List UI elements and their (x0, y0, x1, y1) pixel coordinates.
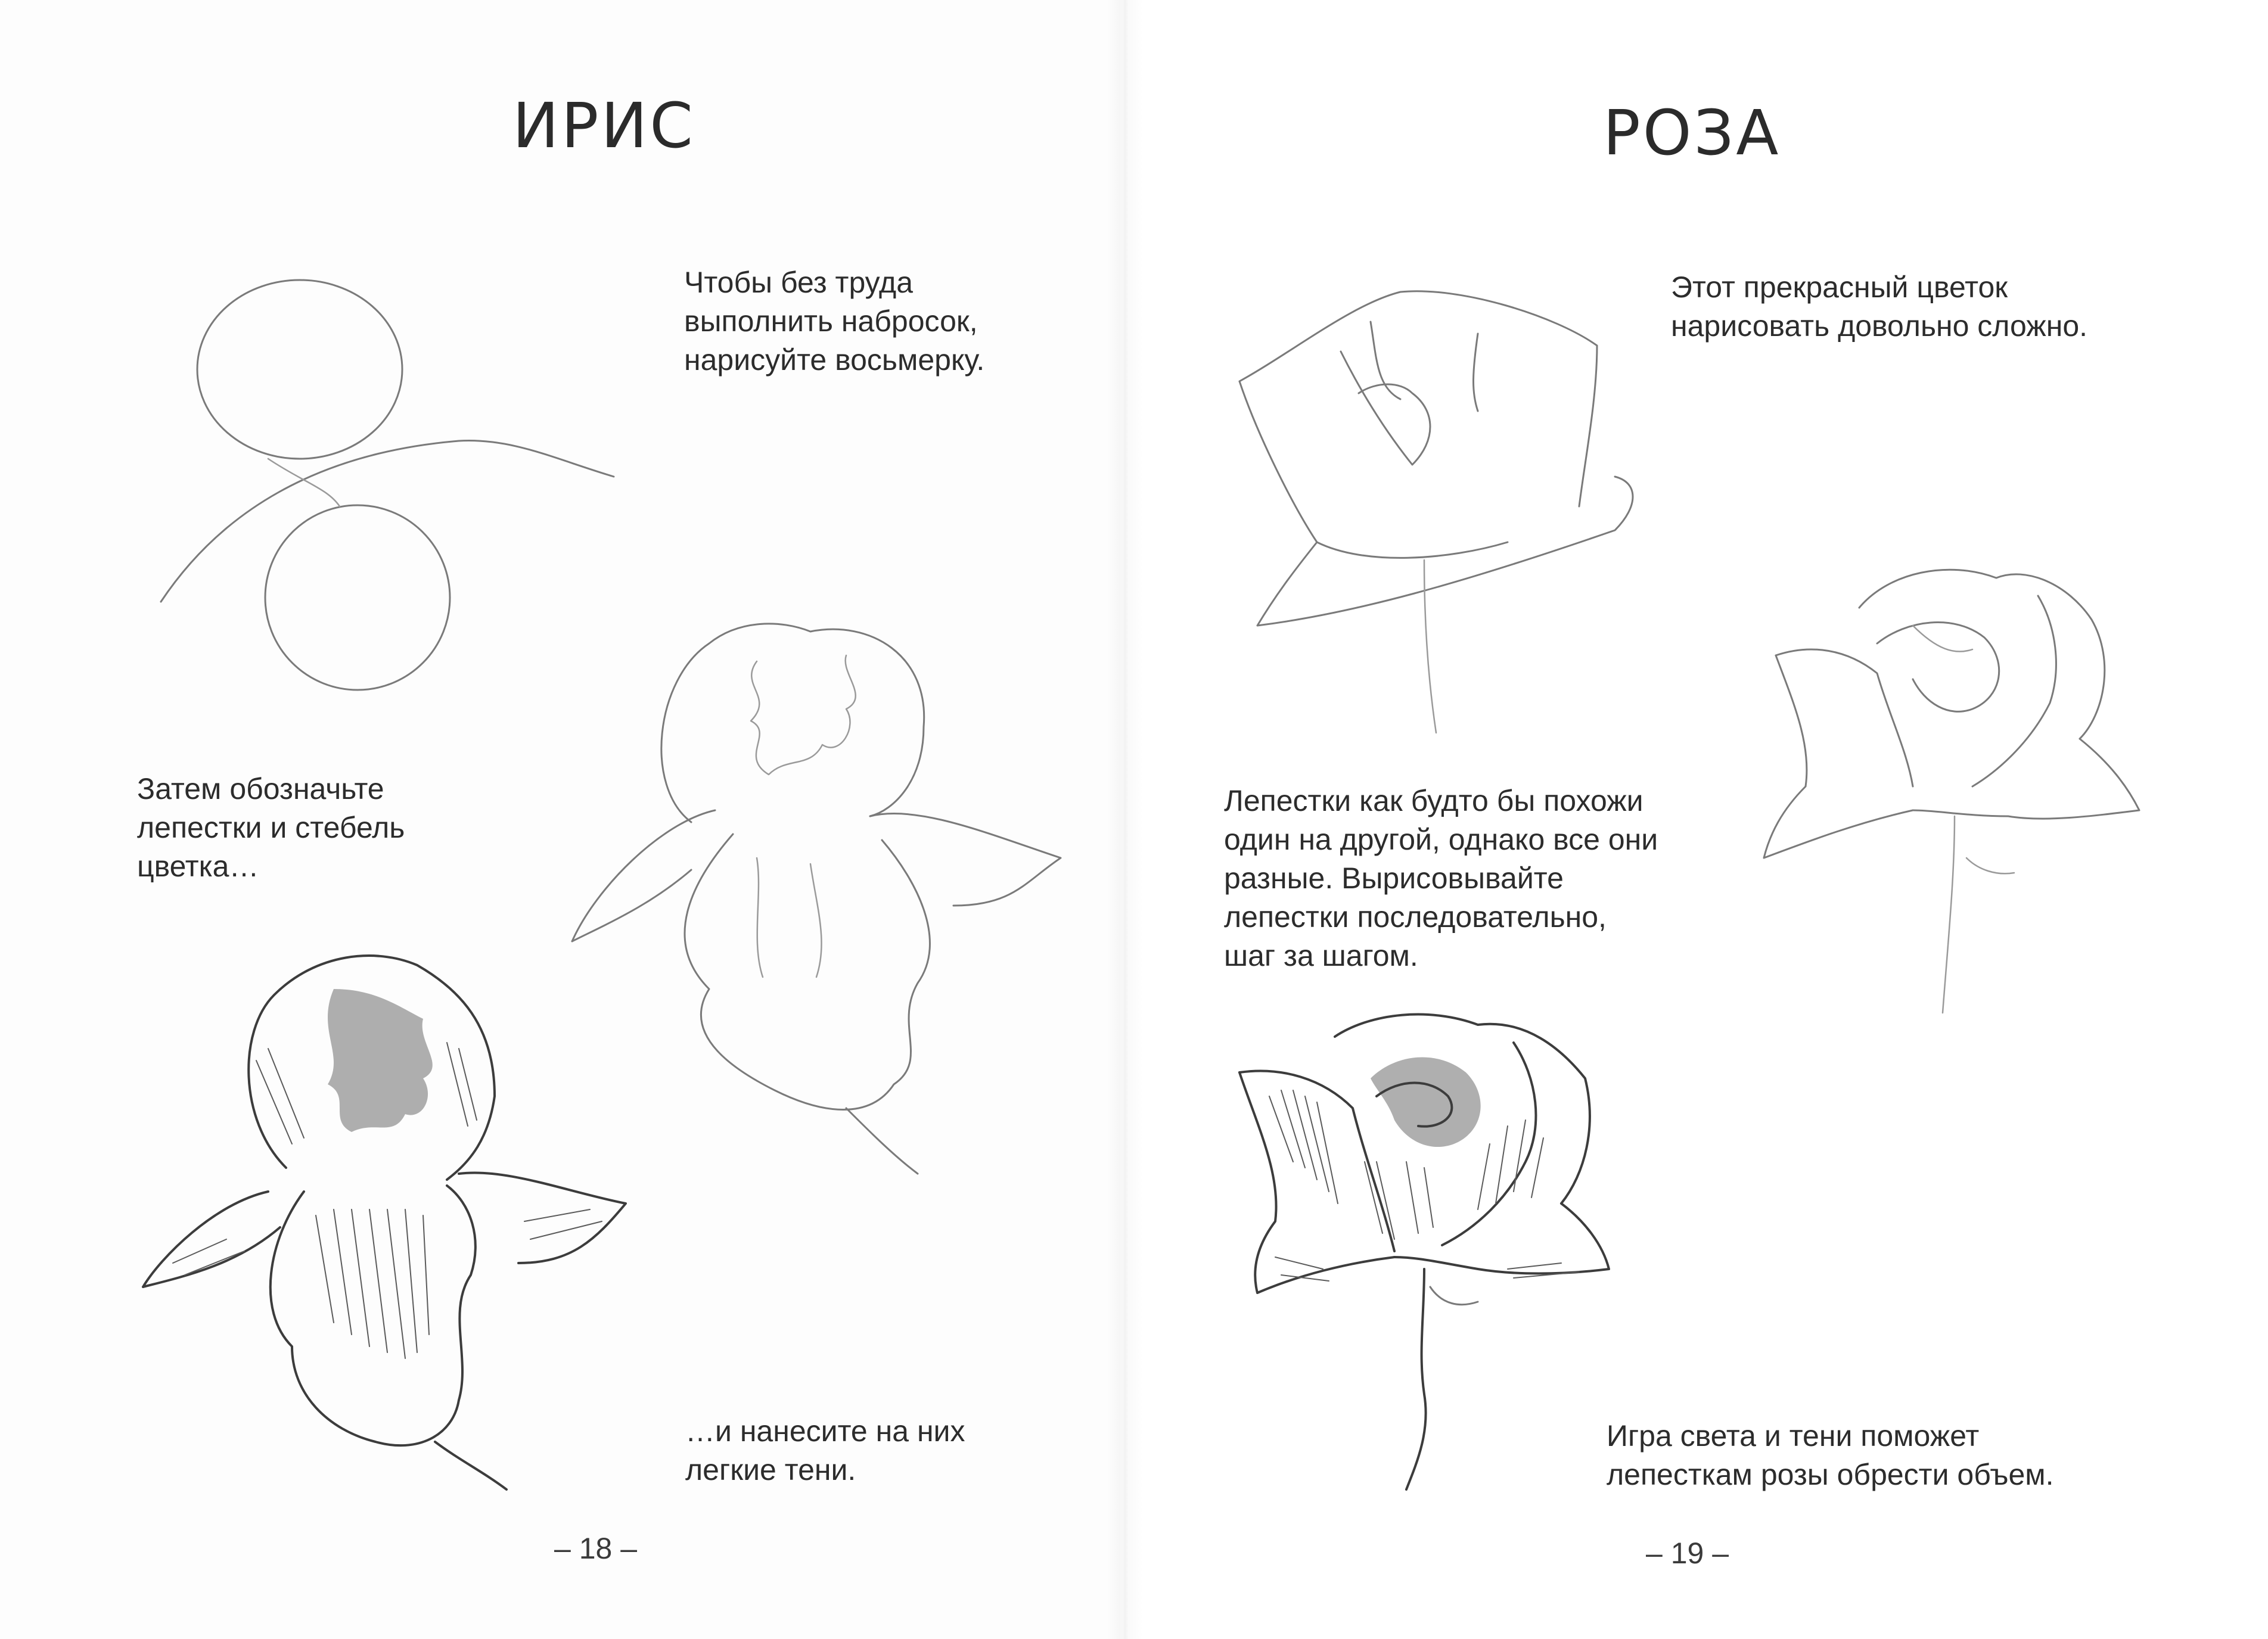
book-gutter (1107, 0, 1143, 1639)
iris-title: ИРИС (512, 89, 695, 162)
rose-outline-sketch (1758, 560, 2151, 1025)
rose-caption-step3: Игра света и тени поможет лепесткам розы обрести объем. (1607, 1419, 2054, 1491)
page-number-18: – 18 – (554, 1532, 638, 1565)
iris-caption-step1: Чтобы без труда выполнить набросок, нарисуйте восьмерку. (684, 266, 985, 377)
rose-caption-step1: Этот прекрасный цветок нарисовать довольно сложно. (1671, 270, 2088, 343)
rose-caption-step2: Лепестки как будто бы похожи один на другой, однако все они разные. Вырисовывайте лепестки последовательно, шаг за шагом. (1224, 784, 1658, 972)
rose-construction-sketch (1222, 280, 1639, 745)
rose-title: РОЗА (1603, 97, 1781, 169)
iris-caption-step2: Затем обозначьте лепестки и стебель цветка… (137, 772, 405, 883)
iris-caption-step3: …и нанесите на них легкие тени. (685, 1414, 965, 1486)
iris-shaded-sketch (137, 941, 650, 1489)
iris-figure-eight-sketch (149, 262, 626, 739)
rose-shaded-sketch (1228, 1007, 1621, 1495)
page-number-19: – 19 – (1646, 1537, 1729, 1570)
